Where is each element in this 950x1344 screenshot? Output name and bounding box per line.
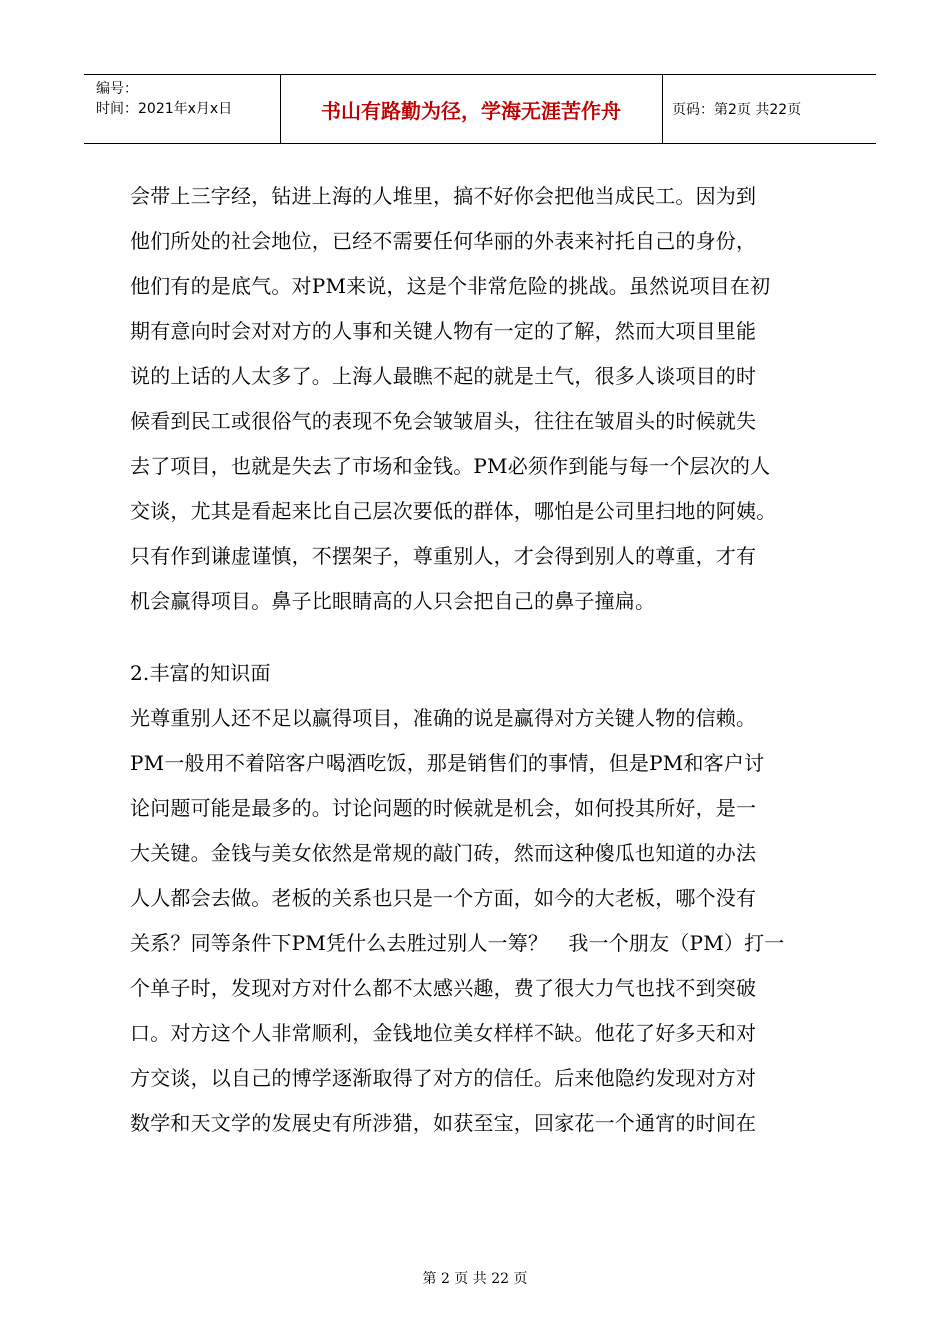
text-line: 关系？同等条件下PM凭什么去胜过别人一筹？ 我一个朋友（PM）打一 <box>130 931 785 955</box>
document-body <box>130 174 830 1146</box>
text-line: 候看到民工或很俗气的表现不免会皱皱眉头，往往在皱眉头的时候就失 <box>130 409 757 433</box>
header-page-info: 页码：第2页 共22页 <box>672 102 802 118</box>
text-line: 口。对方这个人非常顺利，金钱地位美女样样不缺。他花了好多天和对 <box>130 1021 757 1045</box>
text-line: 去了项目，也就是失去了市场和金钱。PM必须作到能与每一个层次的人 <box>130 454 771 478</box>
text-line: 人人都会去做。老板的关系也只是一个方面，如今的大老板，哪个没有 <box>130 886 757 910</box>
text-line: 大关键。金钱与美女依然是常规的敲门砖，然而这种傻瓜也知道的办法 <box>130 841 757 865</box>
header-meta <box>96 79 232 119</box>
text-line: 他们所处的社会地位，已经不需要任何华丽的外表来衬托自己的身份， <box>130 229 757 253</box>
text-line: 只有作到谦虚谨慎，不摆架子，尊重别人，才会得到别人的尊重，才有 <box>130 544 757 568</box>
header-motto: 书山有路勤为径，学海无涯苦作舟 <box>321 98 621 123</box>
paragraph-1 <box>130 174 830 624</box>
text-line: 个单子时，发现对方对什么都不太感兴趣，费了很大力气也找不到突破 <box>130 976 757 1000</box>
text-line: 期有意向时会对对方的人事和关键人物有一定的了解，然而大项目里能 <box>130 319 757 343</box>
text-line: PM一般用不着陪客户喝酒吃饭，那是销售们的事情，但是PM和客户讨 <box>130 751 765 775</box>
paragraph-2 <box>130 696 830 1146</box>
text-line: 会带上三字经，钻进上海的人堆里，搞不好你会把他当成民工。因为到 <box>130 184 757 208</box>
page-header <box>84 74 876 144</box>
page-footer: 第 2 页 共 22 页 <box>422 1271 528 1287</box>
text-line: 交谈，尤其是看起来比自己层次要低的群体，哪怕是公司里扫地的阿姨。 <box>130 499 777 523</box>
paragraph-gap <box>130 624 830 651</box>
text-line: 论问题可能是最多的。讨论问题的时候就是机会，如何投其所好，是一 <box>130 796 757 820</box>
document-number-label: 编号： <box>96 81 138 97</box>
header-divider <box>662 75 663 143</box>
text-line: 他们有的是底气。对PM来说，这是个非常危险的挑战。虽然说项目在初 <box>130 274 771 298</box>
text-line: 机会赢得项目。鼻子比眼睛高的人只会把自己的鼻子撞扁。 <box>130 589 656 613</box>
document-time-label: 时间：2021年x月x日 <box>96 101 233 117</box>
text-line: 数学和天文学的发展史有所涉猎，如获至宝，回家花一个通宵的时间在 <box>130 1111 757 1135</box>
text-line: 光尊重别人还不足以赢得项目，准确的说是赢得对方关键人物的信赖。 <box>130 706 757 730</box>
section-heading: 2.丰富的知识面 <box>130 661 271 685</box>
text-line: 方交谈，以自己的博学逐渐取得了对方的信任。后来他隐约发现对方对 <box>130 1066 757 1090</box>
text-line: 说的上话的人太多了。上海人最瞧不起的就是土气，很多人谈项目的时 <box>130 364 757 388</box>
